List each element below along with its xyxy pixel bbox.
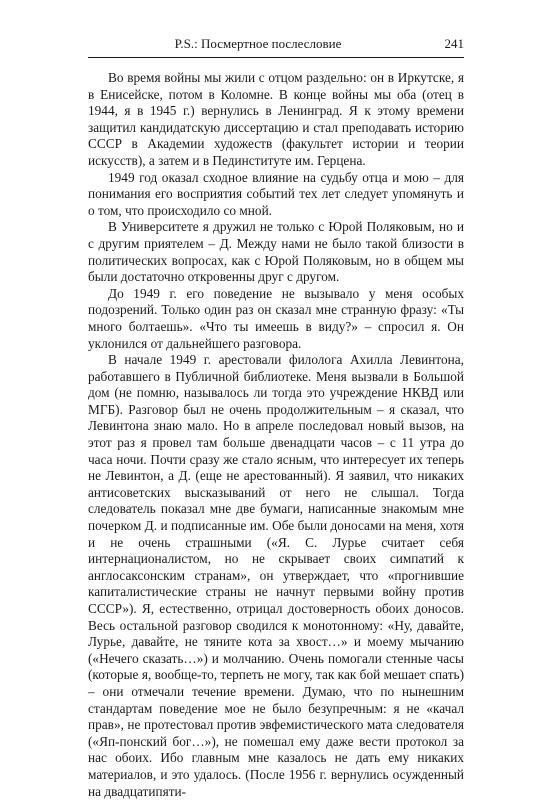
paragraph: Во время войны мы жили с отцом раздельно: он в Иркутске, я в Енисейске, потом в Коломне. В конце войны мы оба (отец в 1944, я в 1945 г.) вернулись в Ленинград. Я к этому времени защитил кандидатскую диссертацию и стал преподавать историю СССР в Академии художеств (факультет истории и теории искусств), а затем и в Пединституте им. Герцена. (88, 70, 464, 168)
paragraph: До 1949 г. его поведение не вызывало у меня особых подозрений. Только один раз он сказал мне странную фразу: «Ты много болтаешь». «Что ты имеешь в виду?» – спросил я. Он уклонился от дальнейшего разговора. (88, 285, 464, 351)
paragraph: 1949 год оказал сходное влияние на судьбу отца и мою – для понимания его восприятия событий тех лет следует упомянуть и о том, что происходило со мной. (88, 169, 464, 218)
paragraph: В Университете я дружил не только с Юрой Поляковым, но и с другим приятелем – Д. Между нами не было такой близости в политических вопросах, как с Юрой Поляковым, но в общем мы были достаточно откровенны друг с другом. (88, 219, 464, 285)
running-head (88, 36, 464, 56)
paragraph: В начале 1949 г. арестовали филолога Ахилла Левинтона, работавшего в Публичной библиотеке. Меня вызвали в Большой дом (не помню, называлось ли тогда это учреждение НКВД или МГБ). Разговор был не очень продолжительным – я сказал, что Левинтона знаю мало. Но в апреле последовал новый вызов, на этот раз я провел там больше двенадцати часов – с 11 утра до часа ночи. Почти сразу же стало ясным, что интересует их теперь не Левинтон, а Д. (еще не арестованный). Я заявил, что никаких антисоветских высказываний от него не слышал. Тогда следователь показал мне две бумаги, написанные знакомым мне почерком Д. и подписанные им. Обе были доносами на меня, хотя и не очень страшными («Я. С. Лурье считает себя интернационалистом, но не скрывает своих симпатий к англосаксонским странам», он утверждает, что «прогнившие капиталистические страны не начнут первыми войну против СССР»). Я, естественно, отрицал достоверность обоих доносов. Весь остальной разговор сводился к монотонному: «Ну, давайте, Лурье, давайте, не тяните кота за хвост…» и моему мычанию («Нечего сказать…») и молчанию. Очень помогали стенные часы (которые я, вообще-то, терпеть не могу, так как бой мешает спать) – они отмечали течение времени. Думаю, что по нынешним стандартам поведение мое не было безупречным: я не «качал прав», не протестовал против эвфемистического мата следователя («Яп-понский бог…»), не помешал ему даже вести протокол за нас обоих. Ибо главным мне казалось не дать ему никаких материалов, и это удалось. (После 1956 г. вернулись осужденный на двадцатипяти- (88, 352, 464, 799)
body-text (88, 70, 464, 800)
page-number: 241 (444, 36, 464, 51)
header-rule (88, 57, 464, 58)
running-title: P.S.: Посмертное послесловие (174, 36, 342, 51)
